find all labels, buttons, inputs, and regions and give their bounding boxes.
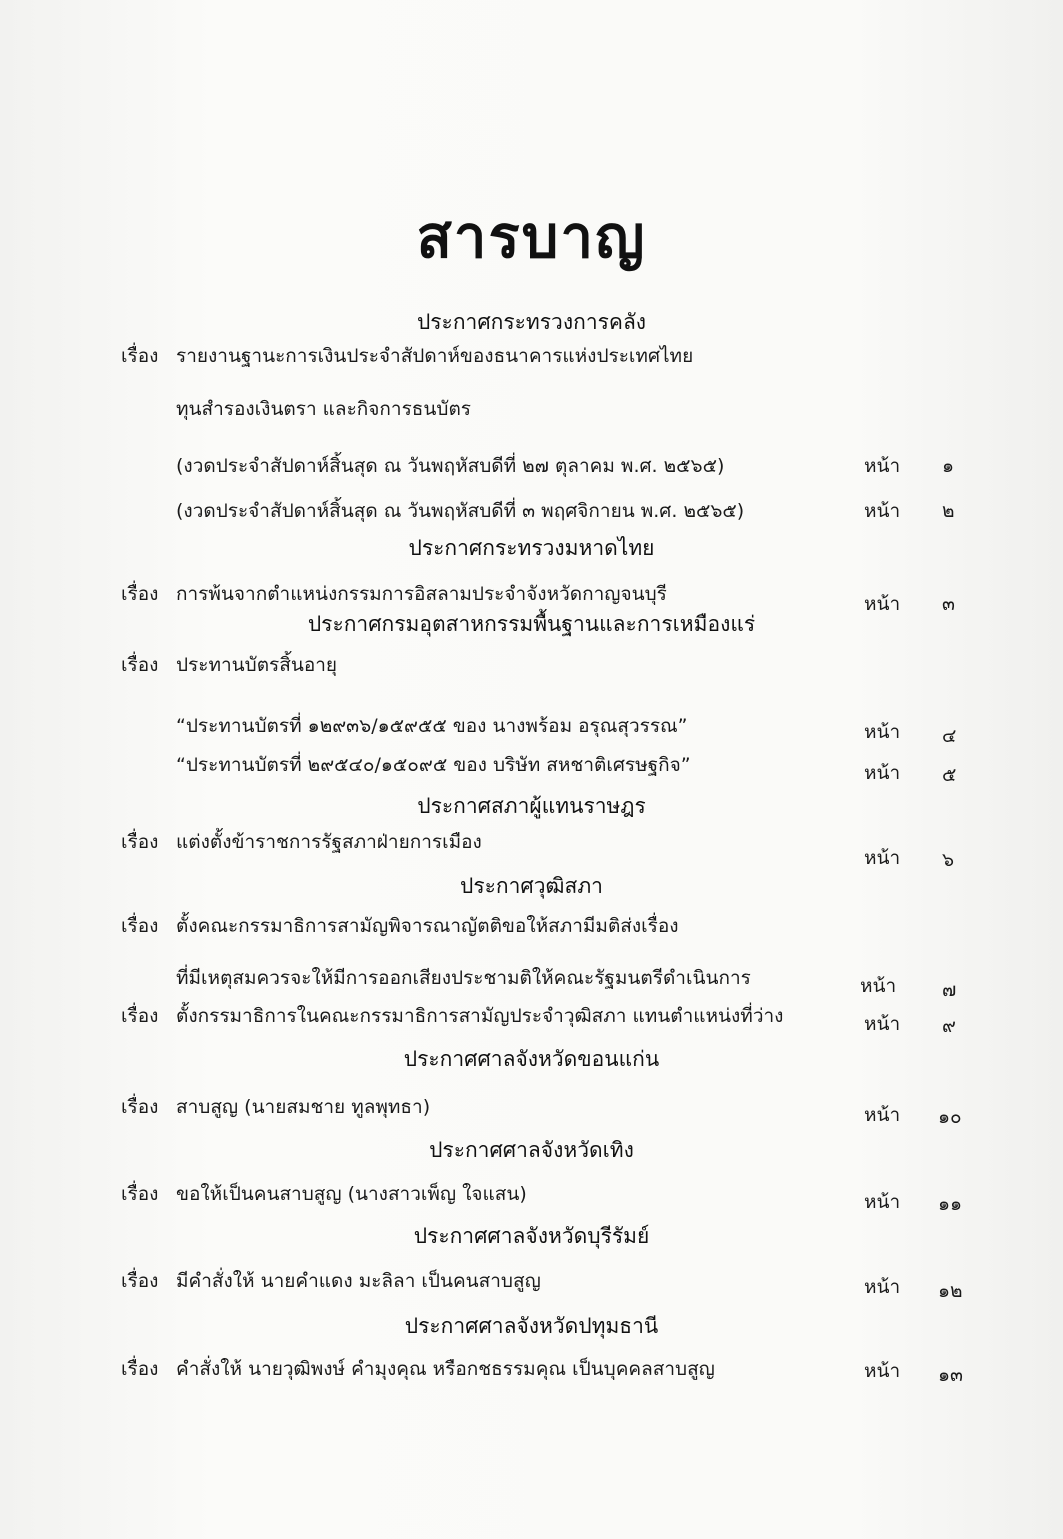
toc-line xyxy=(0,749,1063,786)
entry-title: มีคำสั่งให้ นายคำแดง มะลิลา เป็นคนสาบสูญ xyxy=(176,1270,541,1292)
page-label: หน้า xyxy=(864,762,901,784)
entry-label: เรื่อง xyxy=(121,1358,159,1380)
page-number: ๑๐ xyxy=(938,1106,962,1128)
page-label: หน้า xyxy=(864,1360,901,1382)
entry-title: การพ้นจากตำแหน่งกรรมการอิสลามประจำจังหวัดกาญจนบุรี xyxy=(176,583,667,605)
entry-title: “ประทานบัตรที่ ๒๙๕๔๐/๑๕๐๙๕ ของ บริษัท สหชาติเศรษฐกิจ” xyxy=(176,754,691,776)
page-number: ๓ xyxy=(942,593,955,615)
page-number: ๗ xyxy=(942,979,957,1001)
toc-line xyxy=(0,1265,1063,1302)
section-heading: ประกาศกระทรวงการคลัง xyxy=(416,310,647,334)
page-label: หน้า xyxy=(864,500,901,522)
toc-line xyxy=(0,578,1063,615)
page-number: ๙ xyxy=(942,1015,956,1037)
toc-line xyxy=(0,710,1063,747)
entry-title: ประทานบัตรสิ้นอายุ xyxy=(176,654,338,676)
toc-line xyxy=(0,495,1063,527)
toc-line xyxy=(0,1353,1063,1385)
page-number: ๖ xyxy=(942,849,955,871)
section-heading: ประกาศศาลจังหวัดขอนแก่น xyxy=(403,1047,660,1071)
entry-label: เรื่อง xyxy=(121,583,159,605)
entry-title: (งวดประจำสัปดาห์สิ้นสุด ณ วันพฤหัสบดีที่ ๒๗ ตุลาคม พ.ศ. ๒๕๖๕) xyxy=(176,455,725,477)
toc-line xyxy=(0,1178,1063,1215)
section-heading: ประกาศกรมอุตสาหกรรมพื้นฐานและการเหมืองแร่ xyxy=(307,612,756,636)
entry-title: (งวดประจำสัปดาห์สิ้นสุด ณ วันพฤหัสบดีที่ ๓ พฤศจิกายน พ.ศ. ๒๕๖๕) xyxy=(176,500,745,522)
page-number: ๑๒ xyxy=(938,1280,963,1302)
entry-title: ตั้งกรรมาธิการในคณะกรรมาธิการสามัญประจำวุฒิสภา แทนตำแหน่งที่ว่าง xyxy=(176,1005,784,1027)
page-label: หน้า xyxy=(864,847,901,869)
toc-line xyxy=(0,826,1063,871)
page-label: หน้า xyxy=(864,1191,901,1213)
entry-title: รายงานฐานะการเงินประจำสัปดาห์ของธนาคารแห่งประเทศไทย xyxy=(176,345,694,367)
entry-label: เรื่อง xyxy=(121,831,159,853)
entry-label: เรื่อง xyxy=(121,1005,159,1027)
page-label: หน้า xyxy=(864,1013,901,1035)
entry-title: แต่งตั้งข้าราชการรัฐสภาฝ่ายการเมือง xyxy=(176,831,482,853)
toc-line xyxy=(0,340,1063,372)
section-heading: ประกาศวุฒิสภา xyxy=(460,874,603,898)
toc-line xyxy=(0,910,1063,942)
toc-line xyxy=(0,962,1063,1001)
section-heading: ประกาศศาลจังหวัดปทุมธานี xyxy=(404,1314,659,1338)
page-number: ๑๓ xyxy=(938,1364,964,1386)
entry-label: เรื่อง xyxy=(121,915,159,937)
page-label: หน้า xyxy=(864,1276,901,1298)
page-label: หน้า xyxy=(864,455,901,477)
entry-title: ที่มีเหตุสมควรจะให้มีการออกเสียงประชามติให้คณะรัฐมนตรีดำเนินการ xyxy=(176,967,751,989)
section-heading: ประกาศศาลจังหวัดบุรีรัมย์ xyxy=(413,1224,650,1248)
toc-line xyxy=(0,649,1063,681)
page-number: ๔ xyxy=(942,725,957,747)
page-number: ๕ xyxy=(942,764,957,786)
entry-title: “ประทานบัตรที่ ๑๒๙๓๖/๑๕๙๕๕ ของ นางพร้อม อรุณสุวรรณ” xyxy=(176,715,688,737)
page-label: หน้า xyxy=(864,1104,901,1126)
entry-title: คำสั่งให้ นายวุฒิพงษ์ คำมุงคุณ หรือกชธรรมคุณ เป็นบุคคลสาบสูญ xyxy=(176,1358,715,1380)
entry-title: ตั้งคณะกรรมาธิการสามัญพิจารณาญัตติขอให้สภามีมติส่งเรื่อง xyxy=(176,915,679,937)
toc-line xyxy=(0,450,1063,482)
page-number: ๑๑ xyxy=(938,1193,963,1215)
page-number: ๑ xyxy=(942,455,955,477)
page-number: ๒ xyxy=(942,500,955,522)
page-label: หน้า xyxy=(864,721,901,743)
page-label: หน้า xyxy=(864,593,901,615)
entry-label: เรื่อง xyxy=(121,345,159,367)
entry-label: เรื่อง xyxy=(121,1183,159,1205)
section-heading: ประกาศสภาผู้แทนราษฎร xyxy=(417,794,646,818)
entry-title: สาบสูญ (นายสมชาย ทูลพุทธา) xyxy=(176,1096,431,1118)
page-title: สารบาญ xyxy=(416,203,647,271)
entry-title: ขอให้เป็นคนสาบสูญ (นางสาวเพ็ญ ใจแสน) xyxy=(176,1183,527,1205)
toc-line xyxy=(0,1091,1063,1128)
entry-title: ทุนสำรองเงินตรา และกิจการธนบัตร xyxy=(176,398,471,420)
entry-label: เรื่อง xyxy=(121,1270,159,1292)
section-heading: ประกาศกระทรวงมหาดไทย xyxy=(408,536,655,560)
page-label: หน้า xyxy=(860,975,897,997)
toc-line xyxy=(0,393,1063,425)
toc-line xyxy=(0,1000,1063,1037)
section-heading: ประกาศศาลจังหวัดเทิง xyxy=(429,1138,634,1162)
entry-label: เรื่อง xyxy=(121,1096,159,1118)
entry-label: เรื่อง xyxy=(121,654,159,676)
